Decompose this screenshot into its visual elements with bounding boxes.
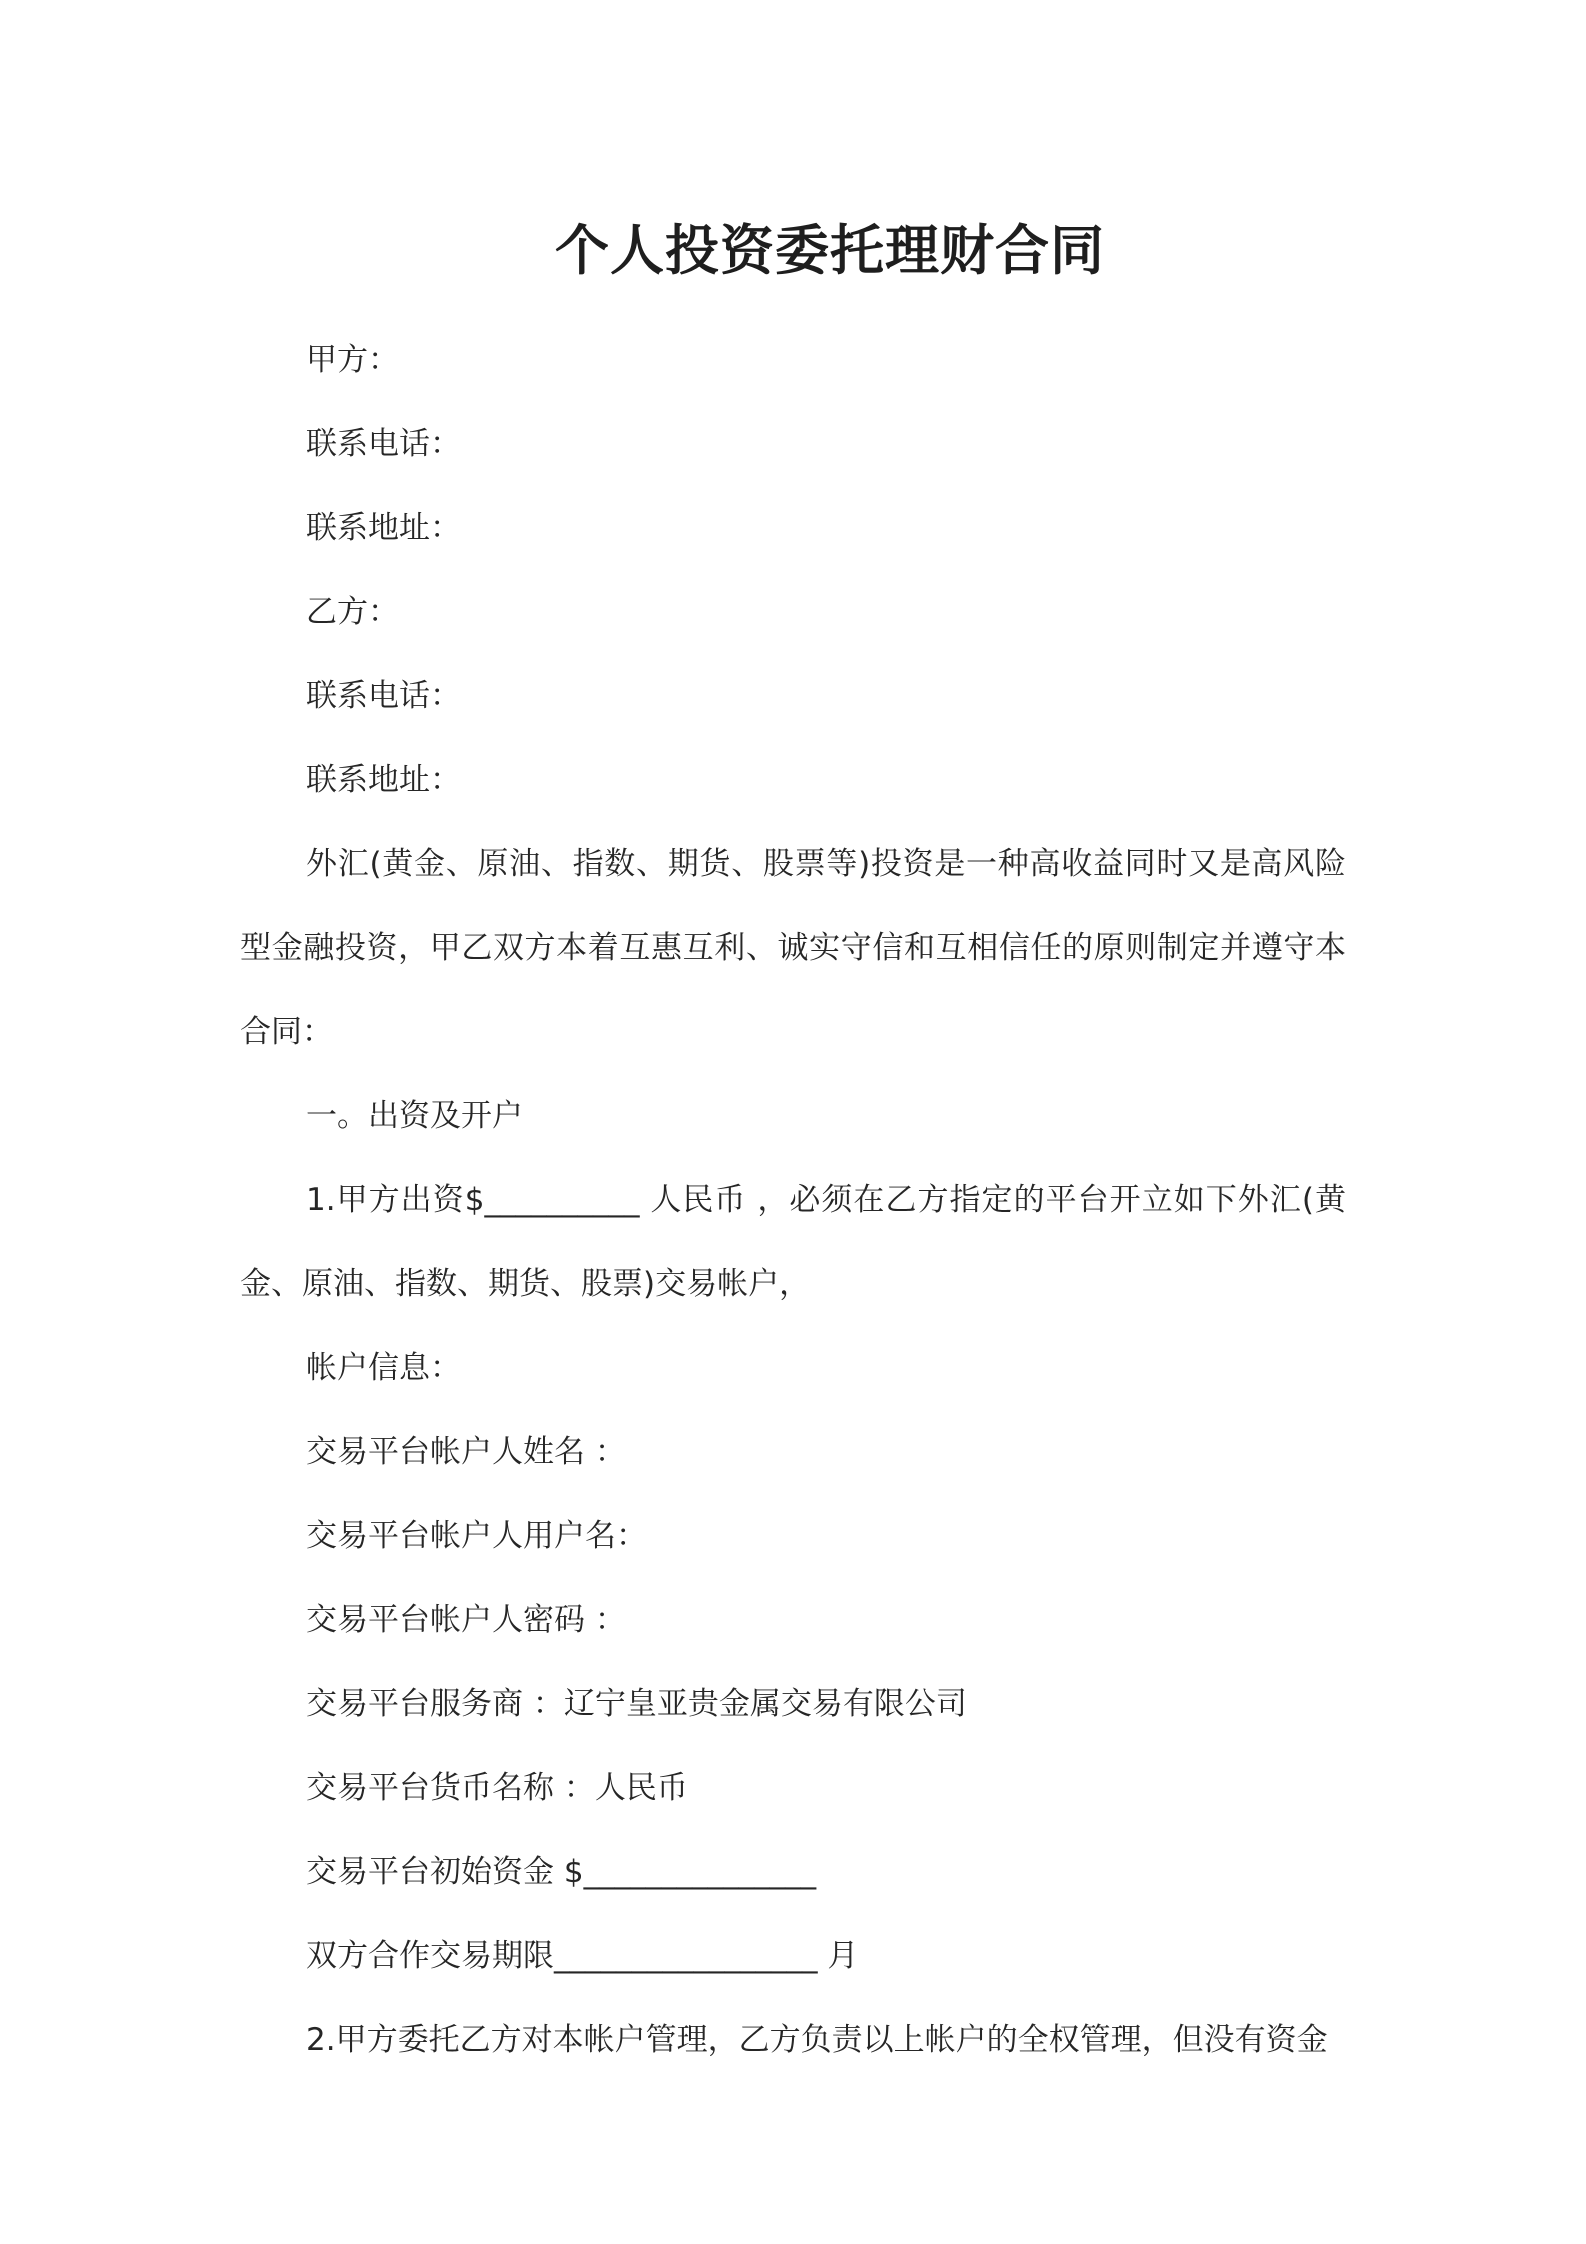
clause-2-paragraph: 2.甲方委托乙方对本帐户管理，乙方负责以上帐户的全权管理，但没有资金 xyxy=(306,2022,1328,2058)
section-1-heading: 一。出资及开户 xyxy=(306,1098,523,1134)
account-password-line: 交易平台帐户人密码 ： xyxy=(306,1602,626,1638)
contract-title: 个人投资委托理财合同 xyxy=(555,219,1105,282)
account-username-line: 交易平台帐户人用户名： xyxy=(306,1518,647,1554)
party-a-label: 甲方： xyxy=(306,342,399,378)
clause-1-paragraph: 1.甲方出资$__________ 人民币 ，必须在乙方指定的平台开立如下外汇(黄金、原油、指数、期货、股票)交易帐户， xyxy=(240,1182,1346,1302)
party-b-address-label: 联系地址： xyxy=(306,762,461,798)
party-a-phone-label: 联系电话： xyxy=(306,426,461,462)
account-holder-name-line: 交易平台帐户人姓名 ： xyxy=(306,1434,626,1470)
contract-body xyxy=(240,318,1346,2082)
cooperation-term-line: 双方合作交易期限_________________ 月 xyxy=(306,1938,859,1974)
preamble-paragraph: 外汇(黄金、原油、指数、期货、股票等)投资是一种高收益同时又是高风险型金融投资，甲乙双方本着互惠互利、诚实守信和互相信任的原则制定并遵守本合同： xyxy=(240,846,1346,1050)
account-info-label: 帐户信息： xyxy=(306,1350,461,1386)
party-a-address-label: 联系地址： xyxy=(306,510,461,546)
party-b-phone-label: 联系电话： xyxy=(306,678,461,714)
party-b-label: 乙方： xyxy=(306,594,399,630)
platform-provider-line: 交易平台服务商 ：辽宁皇亚贵金属交易有限公司 xyxy=(306,1686,967,1722)
initial-funds-line: 交易平台初始资金 $_______________ xyxy=(306,1854,817,1890)
currency-name-line: 交易平台货币名称 ：人民币 xyxy=(306,1770,688,1806)
